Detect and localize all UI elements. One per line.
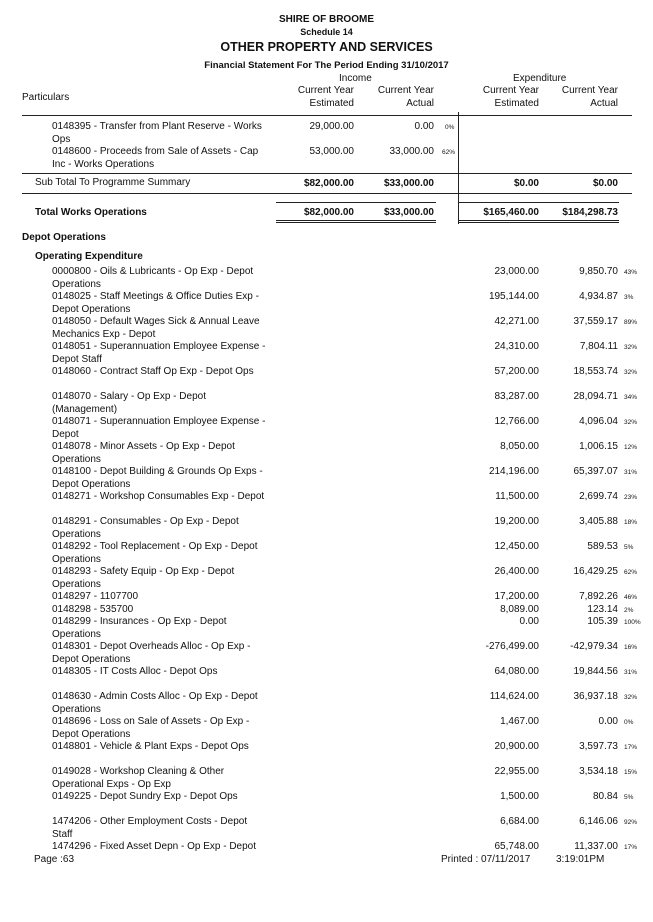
income-estimated-header-1: Current Year (297, 85, 354, 96)
exp-estimated-value: 64,080.00 (494, 666, 539, 677)
exp-percent: 16% (624, 644, 638, 651)
exp-percent: 31% (624, 669, 638, 676)
row-description: 0148293 - Safety Equip - Op Exp - Depot Operations (52, 566, 235, 590)
exp-estimated-value: 23,000.00 (494, 266, 539, 277)
exp-estimated-value: 11,500.00 (495, 491, 539, 502)
exp-estimated-value: 83,287.00 (494, 391, 539, 402)
exp-actual-value: 3,405.88 (579, 516, 618, 527)
exp-actual-value: 37,559.17 (573, 316, 618, 327)
row-description: 0148291 - Consumables - Op Exp - Depot Operations (52, 516, 239, 540)
exp-percent: 34% (624, 394, 638, 401)
row-description: 0148600 - Proceeds from Sale of Assets - Cap Inc - Works Operations (52, 146, 259, 170)
exp-estimated-value: 8,050.00 (500, 441, 539, 452)
exp-actual-value: 105.39 (587, 616, 618, 627)
exp-estimated-value: 214,196.00 (488, 466, 539, 477)
row-description: 0148298 - 535700 (52, 603, 134, 615)
exp-estimated-value: 6,684.00 (500, 816, 539, 827)
exp-estimated-value: 195,144.00 (488, 291, 539, 302)
row-description: 0148299 - Insurances - Op Exp - Depot Operations (52, 616, 227, 640)
subtotal-bottom-rule (22, 193, 632, 194)
total-exp-bottom-rule (459, 220, 619, 221)
income-percent: 62% (442, 149, 456, 156)
subsection-heading: Operating Expenditure (35, 251, 143, 262)
exp-estimated-value: -276,499.00 (485, 641, 539, 652)
exp-estimated-value: 1,467.00 (500, 716, 539, 727)
exp-actual-value: 3,597.73 (579, 741, 618, 752)
row-description: 0148071 - Superannuation Employee Expense - Depot (52, 416, 266, 440)
exp-actual-value: 9,850.70 (579, 266, 618, 277)
particulars-header: Particulars (22, 92, 70, 103)
exp-actual-value: 28,094.71 (573, 391, 618, 402)
exp-percent: 32% (624, 694, 638, 701)
exp-actual-value: 123.14 (587, 603, 618, 615)
subtotal-exp-actual: $0.00 (592, 178, 618, 189)
exp-actual-value: 6,146.06 (579, 816, 618, 827)
row-description: 0148100 - Depot Building & Grounds Op Exps - Depot Operations (52, 466, 263, 490)
exp-actual-value: 80.84 (592, 791, 618, 802)
exp-actual-value: 4,934.87 (579, 291, 618, 302)
income-actual-value: 0.00 (414, 121, 434, 132)
total-income-bottom-rule (276, 220, 436, 221)
total-income-estimated: $82,000.00 (303, 207, 354, 218)
row-description: 0149028 - Workshop Cleaning & Other Operational Exps - Op Exp (52, 766, 225, 790)
exp-estimated-value: 1,500.00 (500, 791, 539, 802)
exp-actual-value: 3,534.18 (579, 766, 618, 777)
income-percent: 0% (445, 124, 455, 131)
exp-estimated-value: 0.00 (519, 616, 539, 627)
exp-actual-value: 2,699.74 (579, 491, 618, 502)
total-exp-estimated: $165,460.00 (483, 207, 539, 218)
subtotal-income-actual: $33,000.00 (383, 178, 434, 189)
exp-actual-value: 1,006.15 (579, 441, 618, 452)
row-description: 0148696 - Loss on Sale of Assets - Op Exp - Depot Operations (52, 716, 250, 740)
subtotal-exp-estimated: $0.00 (513, 178, 539, 189)
row-description: 0148305 - IT Costs Alloc - Depot Ops (52, 666, 218, 677)
exp-percent: 15% (624, 769, 638, 776)
row-description: 0148025 - Staff Meetings & Office Duties Exp - Depot Operations (52, 291, 259, 315)
row-description: 1474206 - Other Employment Costs - Depot Staff (52, 816, 248, 840)
row-description: 0148801 - Vehicle & Plant Exps - Depot Ops (52, 741, 249, 752)
row-description: 0149225 - Depot Sundry Exp - Depot Ops (52, 791, 238, 802)
row-description: 0148070 - Salary - Op Exp - Depot (Management) (52, 391, 206, 415)
organisation-title: SHIRE OF BROOME (278, 14, 374, 25)
exp-estimated-value: 17,200.00 (494, 591, 539, 602)
report-title: OTHER PROPERTY AND SERVICES (220, 40, 433, 54)
exp-estimated-value: 57,200.00 (494, 366, 539, 377)
income-header: Income (339, 73, 372, 84)
subtotal-label: Sub Total To Programme Summary (35, 177, 191, 188)
exp-percent: 23% (624, 494, 638, 501)
exp-actual-value: 7,804.11 (579, 341, 618, 352)
exp-percent: 32% (624, 419, 638, 426)
exp-estimated-value: 22,955.00 (494, 766, 539, 777)
exp-actual-header-1: Current Year (561, 85, 618, 96)
exp-actual-value: 589.53 (587, 541, 618, 552)
schedule-label: Schedule 14 (300, 27, 353, 37)
expenditure-header: Expenditure (513, 73, 567, 84)
total-income-double-rule (276, 222, 436, 223)
exp-estimated-value: 42,271.00 (494, 316, 539, 327)
row-description: 0148078 - Minor Assets - Op Exp - Depot Operations (52, 441, 235, 465)
exp-actual-value: 4,096.04 (579, 416, 618, 427)
exp-estimated-value: 12,450.00 (494, 541, 539, 552)
exp-percent: 17% (624, 844, 638, 851)
page-number: Page :63 (34, 854, 75, 865)
income-estimated-value: 29,000.00 (309, 121, 354, 132)
exp-actual-header-2: Actual (590, 98, 618, 109)
exp-actual-value: 7,892.26 (579, 591, 618, 602)
printed-date: Printed : 07/11/2017 (441, 854, 531, 865)
exp-percent: 32% (624, 344, 638, 351)
row-description: 0148051 - Superannuation Employee Expense - Depot Staff (52, 341, 266, 365)
income-actual-header-1: Current Year (377, 85, 434, 96)
row-description: 0148395 - Transfer from Plant Reserve - Works Ops (52, 121, 262, 145)
exp-estimated-header-1: Current Year (482, 85, 539, 96)
exp-estimated-value: 114,624.00 (489, 691, 539, 702)
total-exp-actual: $184,298.73 (562, 207, 618, 218)
total-label: Total Works Operations (35, 207, 147, 218)
subtotal-income-estimated: $82,000.00 (303, 178, 354, 189)
exp-estimated-value: 24,310.00 (494, 341, 539, 352)
exp-actual-value: 11,337.00 (574, 841, 618, 852)
subtotal-top-rule (22, 173, 632, 174)
exp-estimated-value: 12,766.00 (494, 416, 539, 427)
exp-estimated-value: 26,400.00 (494, 566, 539, 577)
exp-percent: 89% (624, 319, 638, 326)
exp-percent: 43% (624, 269, 638, 276)
row-description: 0148271 - Workshop Consumables Exp - Depot (52, 491, 265, 502)
section-heading: Depot Operations (22, 232, 106, 243)
income-estimated-value: 53,000.00 (309, 146, 354, 157)
total-exp-double-rule (459, 222, 619, 223)
exp-percent: 46% (624, 594, 638, 601)
exp-actual-value: 16,429.25 (573, 566, 618, 577)
exp-percent: 2% (624, 606, 634, 614)
exp-actual-value: 65,397.07 (573, 466, 618, 477)
exp-percent: 12% (624, 444, 638, 451)
total-income-top-rule (276, 202, 436, 203)
income-actual-header-2: Actual (406, 98, 434, 109)
printed-time: 3:19:01PM (556, 854, 605, 865)
exp-percent: 3% (624, 294, 634, 301)
total-income-actual: $33,000.00 (383, 207, 434, 218)
exp-percent: 62% (624, 569, 638, 576)
row-description: 0148297 - 1107700 (52, 591, 139, 602)
period-label: Financial Statement For The Period Ending 31/10/2017 (204, 60, 449, 71)
row-description: 0148292 - Tool Replacement - Op Exp - Depot Operations (52, 541, 258, 565)
exp-percent: 32% (624, 369, 638, 376)
row-description: 0148060 - Contract Staff Op Exp - Depot Ops (52, 366, 254, 377)
exp-percent: 92% (624, 819, 638, 826)
exp-actual-value: 19,844.56 (573, 666, 618, 677)
exp-estimated-value: 8,089.00 (500, 603, 539, 615)
row-description: 1474296 - Fixed Asset Depn - Op Exp - Depot (52, 841, 256, 852)
row-description: 0000800 - Oils & Lubricants - Op Exp - Depot Operations (52, 266, 254, 290)
exp-estimated-value: 20,900.00 (494, 741, 539, 752)
exp-estimated-value: 65,748.00 (494, 841, 539, 852)
exp-actual-value: 18,553.74 (573, 366, 618, 377)
exp-percent: 31% (624, 469, 638, 476)
exp-percent: 18% (624, 519, 638, 526)
header-rule (22, 115, 632, 116)
row-description: 0148050 - Default Wages Sick & Annual Leave Mechanics Exp - Depot (52, 316, 260, 340)
exp-percent: 0% (624, 719, 634, 726)
exp-estimated-value: 19,200.00 (494, 516, 539, 527)
exp-percent: 5% (624, 794, 634, 801)
exp-percent: 5% (624, 544, 634, 551)
exp-estimated-header-2: Estimated (494, 98, 539, 109)
exp-actual-value: 36,937.18 (573, 691, 618, 702)
income-actual-value: 33,000.00 (389, 146, 434, 157)
exp-percent: 100% (624, 619, 641, 626)
exp-percent: 17% (624, 744, 638, 751)
row-description: 0148630 - Admin Costs Alloc - Op Exp - Depot Operations (52, 691, 258, 715)
exp-actual-value: -42,979.34 (570, 641, 618, 652)
income-estimated-header-2: Estimated (309, 98, 354, 109)
row-description: 0148301 - Depot Overheads Alloc - Op Exp - Depot Operations (52, 641, 251, 665)
total-exp-top-rule (459, 202, 619, 203)
exp-actual-value: 0.00 (598, 716, 618, 727)
